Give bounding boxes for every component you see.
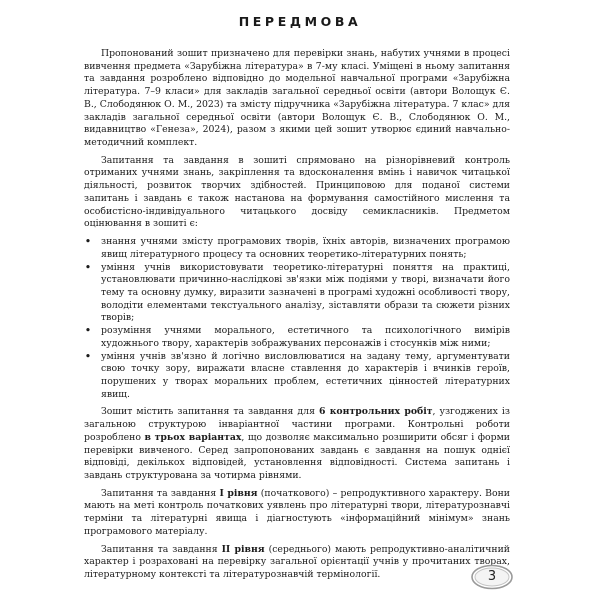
assessment-list	[84, 236, 510, 401]
page-number-badge	[470, 564, 514, 590]
bullet-icon: •	[85, 325, 91, 337]
paragraph-intro: Пропонований зошит призначено для перевірки знань, набутих учнями в процесі вивчення предмета «Зарубіжна література» в 7-му класі. Уміщені в ньому запитання та завдання розроблено відповідно до модельної навчальної програми «Зарубіжна література. 7–9 класи» для закладів загальної середньої освіти (автори Волощук Є. В., Слободянюк О. М., 2023) та змісту підручника «Зарубіжна література. 7 клас» для закладів загальної середньої освіти (автори Волощук Є. В., Слободянюк О. М., видавництво «Генеза», 2024), разом з якими цей зошит утворює єдиний навчально-методичний комплект.	[84, 48, 510, 149]
bullet-icon: •	[85, 350, 91, 362]
paragraph-goals: Запитання та завдання в зошиті спрямовано на різнорівневий контроль отриманих учнями знань, закріплення та вдосконалення вмінь і навичок читацької діяльності, розвиток творчих здібностей. Принциповою для поданої системи запитань і завдань є також настанова на формування самостійного мислення та особистісно-індивідуального читацького досвіду семикласників. Предметом оцінювання в зошиті є:	[84, 154, 510, 230]
bullet-icon: •	[85, 261, 91, 273]
list-item: • уміння учнів зв'язно й логічно висловлюватися на задану тему, аргументувати свою точку зору, виражати власне ставлення до характерів і вчинків героїв, порушених у творах моральних проблем, естетичних цінностей літературних явищ.	[85, 350, 510, 400]
bullet-icon: •	[85, 236, 91, 248]
document-body	[84, 48, 510, 587]
paragraph-level-1: Запитання та завдання I рівня (початкового) – репродуктивного характеру. Вони мають на меті контроль початкових уявлень про літературні твори, літературознавчі терміни та літературні явища і діагностують «інформаційний мінімум» знань програмового матеріалу.	[84, 487, 510, 537]
page-number: 3	[487, 569, 497, 584]
page-title: ПЕРЕДМОВА	[238, 14, 362, 29]
list-item: • знання учнями змісту програмових творів, їхніх авторів, визначених програмою явищ літературного процесу та основних теоретико-літературних понять;	[85, 236, 510, 260]
paragraph-level-2: Запитання та завдання II рівня (середнього) мають репродуктивно-аналітичний характер і розраховані на перевірку загальної орієнтації учнів у прочитаних творах, літературному контексті та літературознавчій термінології.	[84, 543, 510, 581]
list-item: • розуміння учнями морального, естетичного та психологічного вимірів художнього твору, характерів зображуваних персонажів і стосунків між ними;	[85, 325, 510, 349]
list-item: • уміння учнів використовувати теоретико-літературні поняття на практиці, установлювати причинно-наслідкові зв'язки між подіями у творі, визначати його тему та основну думку, виразити зазначені в програмі художні особливості твору, володіти елементами текстуального аналізу, зіставляти образи та сюжети різних творів;	[85, 261, 510, 324]
paragraph-structure: Зошит містить запитання та завдання для 6 контрольних робіт, узгоджених із загальною структурою інваріантної частини програми. Контрольні роботи розроблено в трьох варіантах, що дозволяє максимально розширити обсяг і форми перевірки вивченого. Серед запропонованих завдань є завдання на пошук однієї відповіді, декількох відповідей, установлення відповідності. Система запитань і завдань структурована за чотирма рівнями.	[84, 406, 511, 481]
